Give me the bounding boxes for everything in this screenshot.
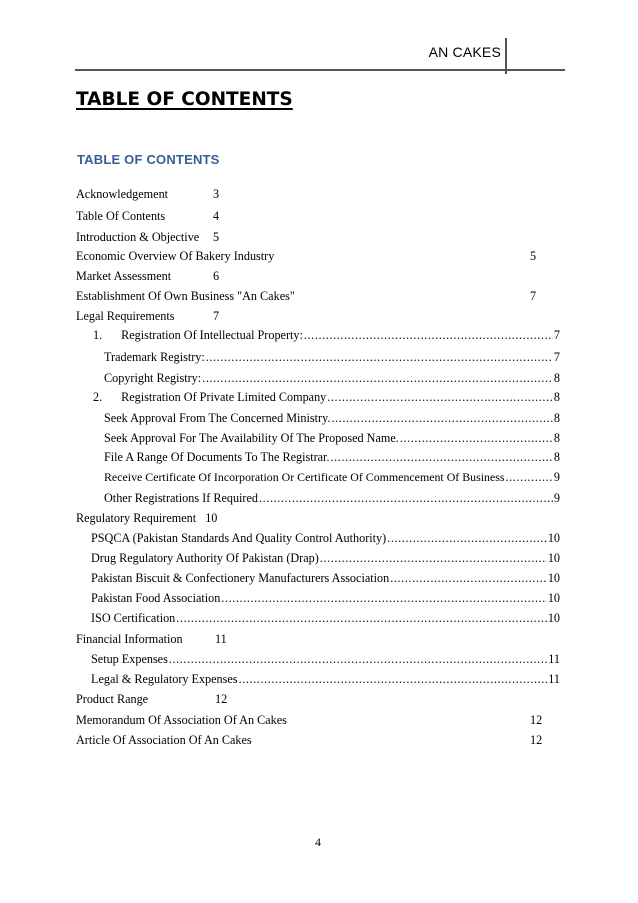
toc-entry-food-association[interactable] xyxy=(91,591,560,606)
toc-entry-page: 11 xyxy=(548,672,560,686)
toc-entry-article-of-association[interactable] xyxy=(76,733,543,748)
toc-entry-label: Legal & Regulatory Expenses xyxy=(91,672,238,686)
toc-entry-regulatory-requirement[interactable] xyxy=(76,511,217,526)
running-header-title: AN CAKES xyxy=(428,44,501,60)
toc-entry-page: 3 xyxy=(213,187,220,201)
toc-entry-economic-overview[interactable] xyxy=(76,249,537,264)
dot-leader xyxy=(327,390,553,405)
toc-entry-page: 12 xyxy=(530,733,543,747)
toc-entry-private-limited-company[interactable] xyxy=(93,390,560,405)
dot-leader xyxy=(506,470,553,485)
toc-entry-other-registrations[interactable] xyxy=(104,491,560,506)
toc-entry-page: 10 xyxy=(547,571,560,585)
dot-leader xyxy=(304,328,553,343)
toc-entry-page: 9 xyxy=(553,470,560,484)
toc-entry-label: Registration Of Private Limited Company xyxy=(121,390,327,404)
toc-entry-biscuit-association[interactable] xyxy=(91,571,560,586)
toc-entry-copyright-registry[interactable] xyxy=(104,371,560,386)
toc-entry-acknowledgement[interactable] xyxy=(76,187,220,202)
toc-entry-number: 1. xyxy=(93,328,103,342)
dot-leader xyxy=(320,551,547,566)
toc-entry-page: 12 xyxy=(215,692,228,706)
toc-entry-label: Table Of Contents xyxy=(76,209,166,223)
toc-entry-seek-approval-name[interactable] xyxy=(104,431,560,446)
dot-leader xyxy=(390,571,547,586)
toc-entry-page: 7 xyxy=(553,328,560,342)
toc-entry-label: Pakistan Biscuit & Confectionery Manufacturers Association xyxy=(91,571,390,585)
toc-entry-label: Registration Of Intellectual Property: xyxy=(121,328,303,342)
toc-entry-label: Regulatory Requirement xyxy=(76,511,197,525)
toc-entry-page: 11 xyxy=(215,632,227,646)
dot-leader xyxy=(239,672,548,687)
dot-leader xyxy=(206,350,553,365)
toc-entry-label: Receive Certificate Of Incorporation Or Certificate Of Commencement Of Business xyxy=(104,470,505,484)
toc-entry-label: Copyright Registry: xyxy=(104,371,202,385)
toc-entry-page: 8 xyxy=(553,371,560,385)
dot-leader xyxy=(259,491,553,506)
toc-entry-page: 8 xyxy=(553,390,560,404)
toc-entry-table-of-contents[interactable] xyxy=(76,209,220,224)
toc-entry-establishment[interactable] xyxy=(76,289,537,304)
toc-entry-label: Establishment Of Own Business "An Cakes" xyxy=(76,289,295,303)
dot-leader xyxy=(176,611,547,626)
toc-entry-page: 7 xyxy=(553,350,560,364)
toc-entry-product-range[interactable] xyxy=(76,692,228,707)
toc-entry-page: 10 xyxy=(547,591,560,605)
toc-entry-label: Seek Approval For The Availability Of The Proposed Name. xyxy=(104,431,399,445)
toc-entry-page: 8 xyxy=(553,431,560,445)
toc-entry-page: 10 xyxy=(205,511,218,525)
dot-leader xyxy=(169,652,547,667)
toc-entry-label: Introduction & Objective xyxy=(76,230,200,244)
toc-entry-page: 10 xyxy=(547,611,560,625)
toc-entry-psqca[interactable] xyxy=(91,531,560,546)
toc-entry-certificate-incorporation[interactable] xyxy=(104,470,560,485)
toc-entry-setup-expenses[interactable] xyxy=(91,652,560,667)
toc-entry-label: Product Range xyxy=(76,692,149,706)
toc-entry-label: Seek Approval From The Concerned Ministry. xyxy=(104,411,331,425)
toc-entry-page: 4 xyxy=(213,209,220,223)
toc-entry-number: 2. xyxy=(93,390,103,404)
toc-entry-page: 7 xyxy=(213,309,220,323)
toc-entry-label: Article Of Association Of An Cakes xyxy=(76,733,252,747)
toc-entry-label: Drug Regulatory Authority Of Pakistan (Drap) xyxy=(91,551,319,565)
toc-entry-page: 10 xyxy=(547,551,560,565)
dot-leader xyxy=(331,450,553,465)
toc-entry-page: 8 xyxy=(553,411,560,425)
toc-entry-label: Economic Overview Of Bakery Industry xyxy=(76,249,275,263)
dot-leader xyxy=(400,431,553,446)
toc-entry-label: PSQCA (Pakistan Standards And Quality Control Authority) xyxy=(91,531,387,545)
toc-entry-seek-approval-ministry[interactable] xyxy=(104,411,560,426)
page-number: 4 xyxy=(315,835,321,849)
toc-entry-label: Financial Information xyxy=(76,632,183,646)
toc-entry-page: 9 xyxy=(553,491,560,505)
dot-leader xyxy=(221,591,546,606)
toc-entry-label: Setup Expenses xyxy=(91,652,168,666)
page-title: TABLE OF CONTENTS xyxy=(76,89,293,110)
toc-entry-label: Other Registrations If Required xyxy=(104,491,258,505)
toc-entry-label: Market Assessment xyxy=(76,269,172,283)
toc-entry-label: ISO Certification xyxy=(91,611,176,625)
toc-entry-introduction[interactable] xyxy=(76,230,220,245)
toc-entry-trademark-registry[interactable] xyxy=(104,350,560,365)
toc-entry-page: 12 xyxy=(530,713,543,727)
dot-leader xyxy=(387,531,547,546)
dot-leader xyxy=(202,371,553,386)
toc-entry-label: File A Range Of Documents To The Registrar. xyxy=(104,450,330,464)
toc-entry-page: 8 xyxy=(553,450,560,464)
toc-entry-iso-certification[interactable] xyxy=(91,611,560,626)
toc-entry-label: Pakistan Food Association xyxy=(91,591,221,605)
toc-entry-market-assessment[interactable] xyxy=(76,269,220,284)
toc-entry-legal-requirements[interactable] xyxy=(76,309,220,324)
toc-entry-memorandum[interactable] xyxy=(76,713,543,728)
toc-entry-legal-regulatory-expenses[interactable] xyxy=(91,672,560,687)
toc-entry-intellectual-property[interactable] xyxy=(93,328,560,343)
toc-entry-page: 5 xyxy=(530,249,537,263)
toc-entry-page: 11 xyxy=(548,652,560,666)
toc-entry-financial-information[interactable] xyxy=(76,632,227,647)
toc-entry-page: 10 xyxy=(547,531,560,545)
toc-entry-label: Legal Requirements xyxy=(76,309,175,323)
dot-leader xyxy=(331,411,552,426)
toc-entry-label: Trademark Registry: xyxy=(104,350,205,364)
toc-entry-label: Memorandum Of Association Of An Cakes xyxy=(76,713,287,727)
toc-entry-drap[interactable] xyxy=(91,551,560,566)
toc-entry-page: 7 xyxy=(530,289,537,303)
header-horizontal-rule xyxy=(75,69,565,71)
toc-entry-file-documents[interactable] xyxy=(104,450,560,465)
toc-entry-page: 6 xyxy=(213,269,220,283)
toc-entry-page: 5 xyxy=(213,230,220,244)
toc-heading: TABLE OF CONTENTS xyxy=(77,152,220,167)
toc-entry-label: Acknowledgement xyxy=(76,187,169,201)
